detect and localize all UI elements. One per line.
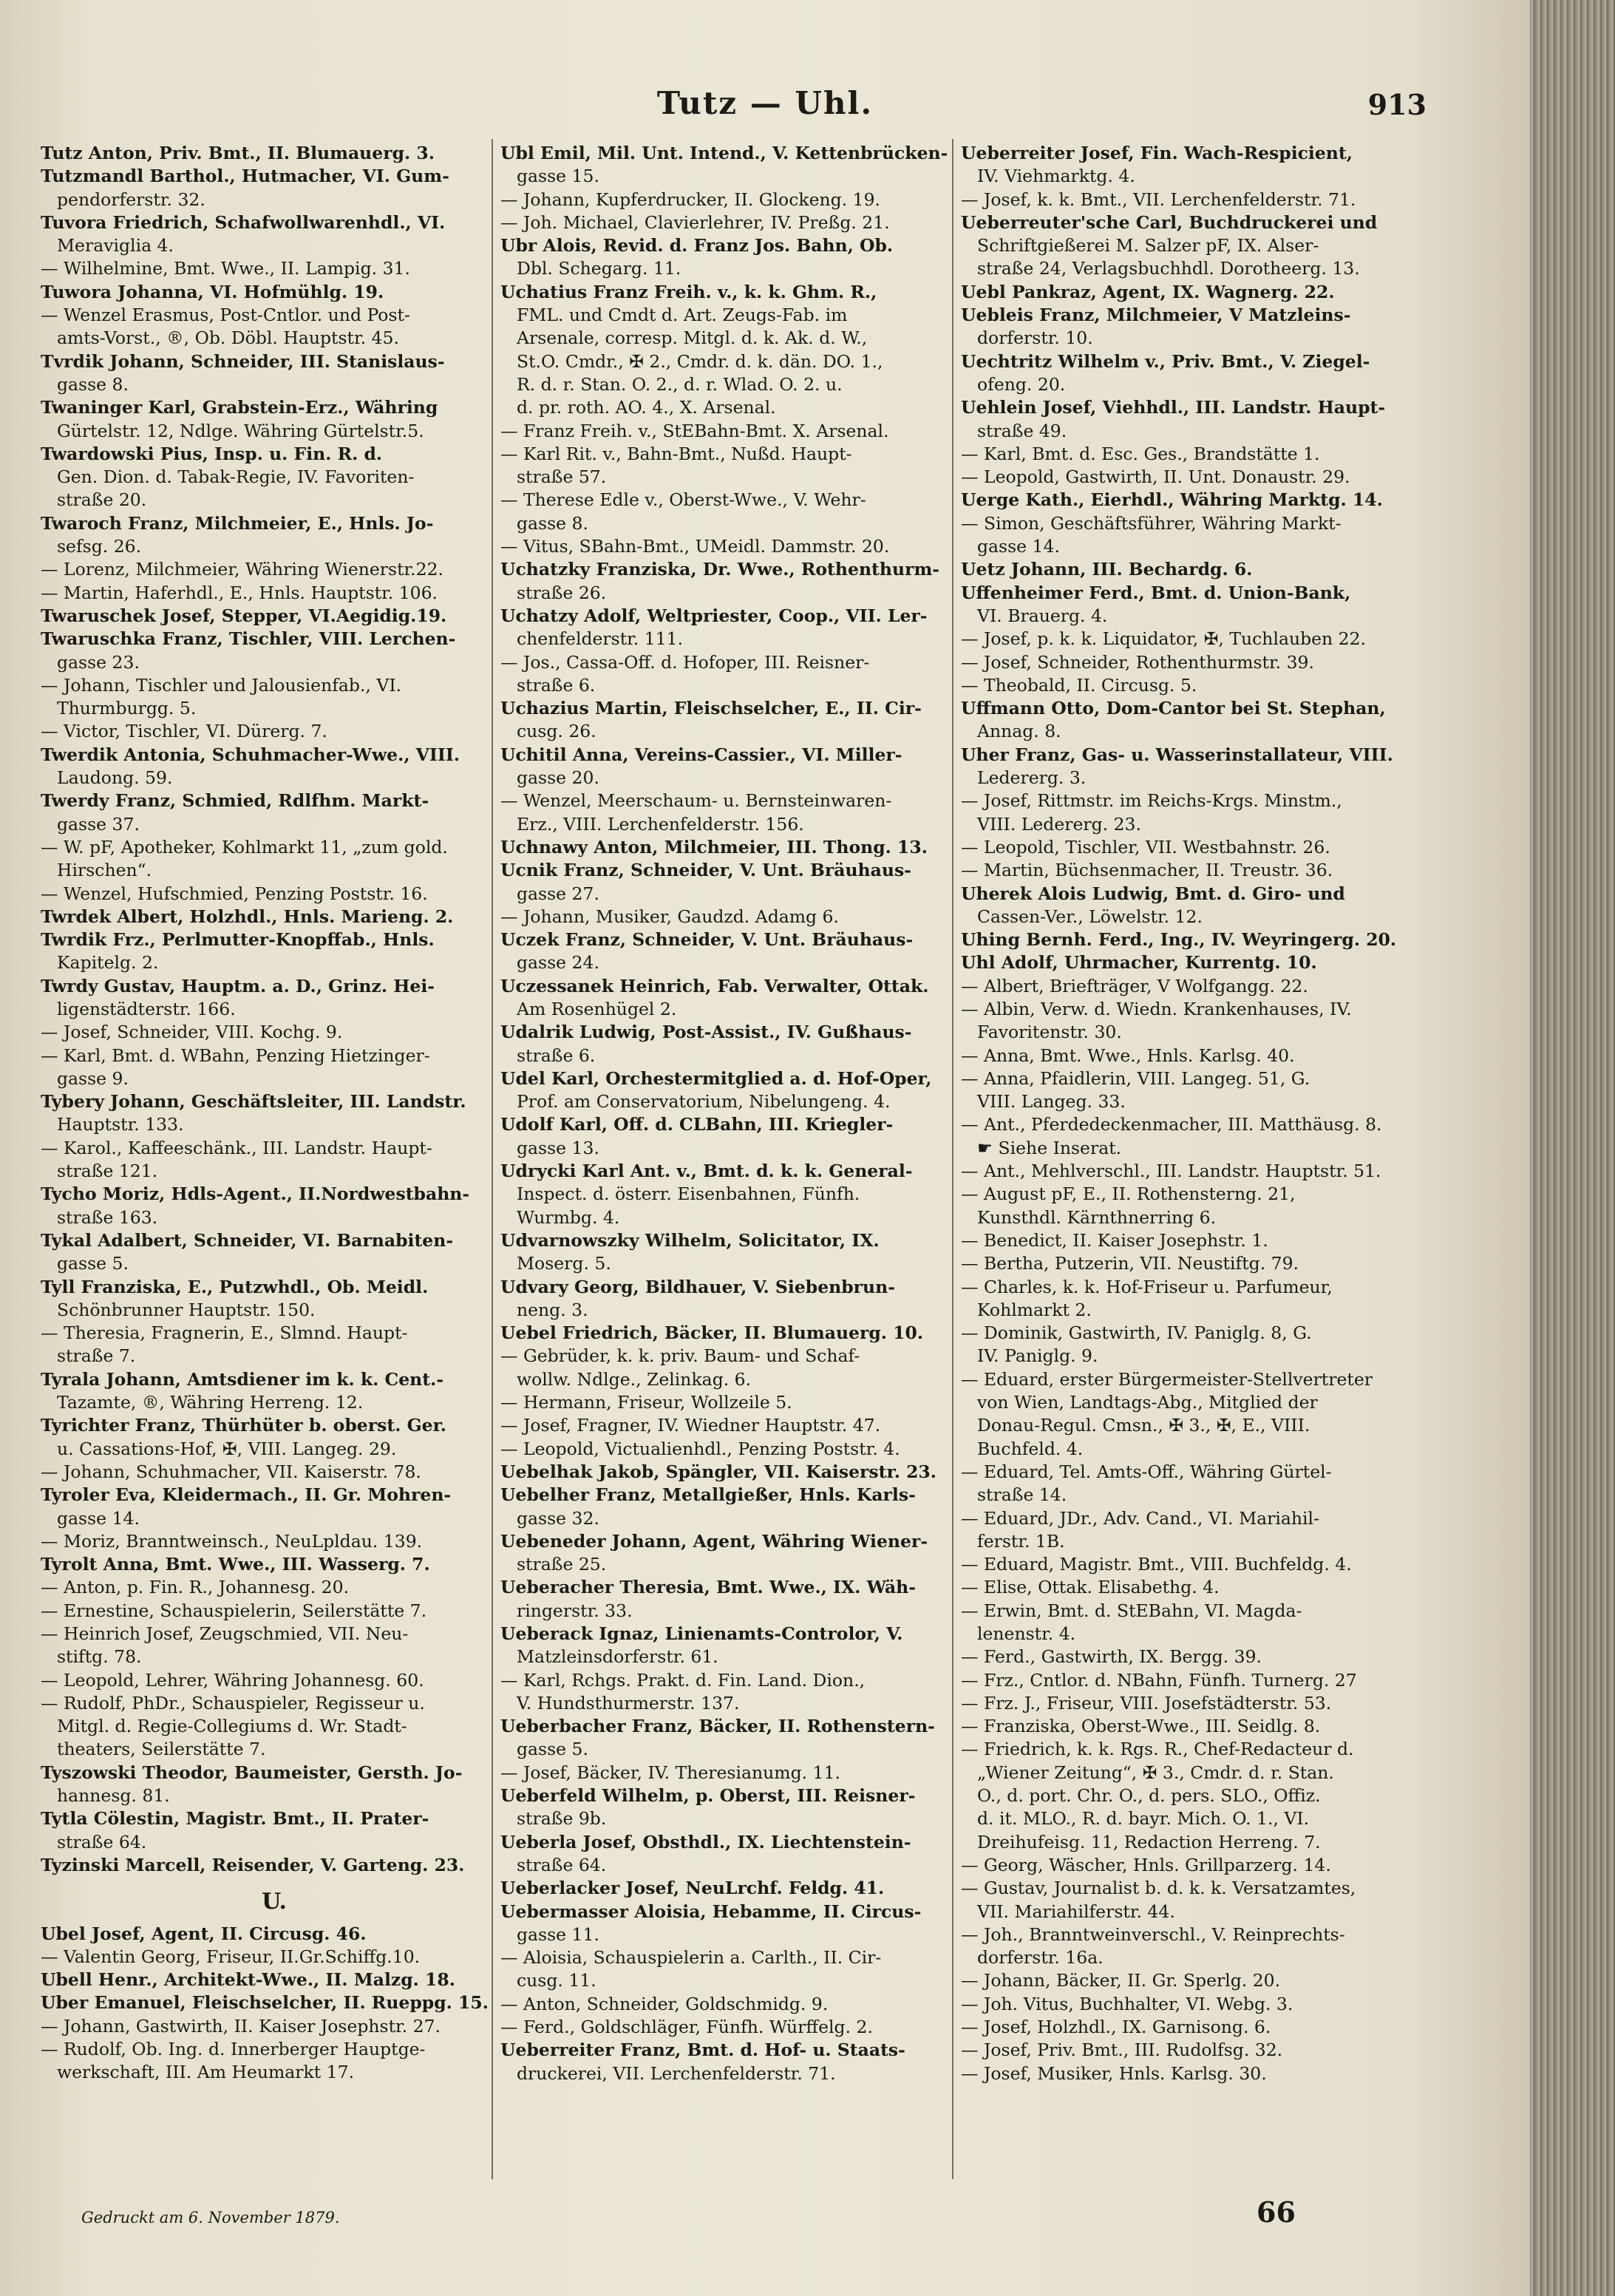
directory-line: — Wilhelmine, Bmt. Wwe., II. Lampig. 31.: [41, 258, 410, 279]
directory-line: Ubell Henr., Architekt-Wwe., II. Malzg. 18.: [41, 1969, 455, 1991]
directory-line: Ueberreuter'sche Carl, Buchdruckerei und: [961, 211, 1378, 233]
directory-line: Tyll Franziska, E., Putzwhdl., Ob. Meidl.: [41, 1276, 429, 1297]
directory-line: — Josef, Bäcker, IV. Theresianumg. 11.: [500, 1762, 840, 1783]
directory-line: Tyrichter Franz, Thürhüter b. oberst. Ger.: [41, 1415, 446, 1436]
directory-line: Moserg. 5.: [517, 1253, 611, 1274]
directory-line: Uebel Friedrich, Bäcker, II. Blumauerg. 10.: [500, 1322, 924, 1344]
directory-line: VI. Brauerg. 4.: [977, 605, 1108, 626]
page-header: [0, 85, 1530, 129]
directory-line: wollw. Ndlge., Zelinkag. 6.: [517, 1368, 752, 1390]
directory-line: Schriftgießerei M. Salzer pF, IX. Alser-: [977, 235, 1319, 257]
directory-line: Ueberreiter Josef, Fin. Wach-Respicient,: [961, 143, 1353, 163]
directory-line: — Leopold, Victualienhdl., Penzing Poststr. 4.: [500, 1438, 900, 1459]
directory-line: Ueberla Josef, Obsthdl., IX. Liechtenstein-: [500, 1831, 911, 1852]
directory-line: — Johann, Bäcker, II. Gr. Sperlg. 20.: [961, 1970, 1281, 1991]
directory-line: straße 20.: [57, 489, 147, 511]
directory-line: — Heinrich Josef, Zeugschmied, VII. Neu-: [41, 1623, 409, 1644]
directory-line: Arsenale, corresp. Mitgl. d. k. Ak. d. W.,: [517, 327, 868, 349]
directory-line: Uffenheimer Ferd., Bmt. d. Union-Bank,: [961, 582, 1351, 603]
directory-line: straße 64.: [57, 1831, 147, 1852]
directory-line: straße 64.: [517, 1854, 607, 1875]
directory-line: Twardowski Pius, Insp. u. Fin. R. d.: [41, 443, 383, 464]
column-1: [41, 142, 508, 2153]
directory-line: Tvrdik Johann, Schneider, III. Stanislaus-: [41, 350, 445, 372]
directory-line: Twrdek Albert, Holzhdl., Hnls. Marieng. 2.: [41, 906, 454, 927]
directory-line: FML. und Cmdt d. Art. Zeugs-Fab. im: [517, 305, 848, 326]
directory-line: chenfelderstr. 111.: [517, 628, 684, 650]
directory-line: Udvarnowszky Wilhelm, Solicitator, IX.: [500, 1229, 880, 1251]
directory-line: Uchatius Franz Freih. v., k. k. Ghm. R.,: [500, 281, 877, 302]
directory-line: — Eduard, erster Bürgermeister-Stellvertreter: [961, 1368, 1373, 1390]
directory-line: d. it. MLO., R. d. bayr. Mich. O. 1., VI.: [977, 1808, 1310, 1830]
directory-line: Uetz Johann, III. Bechardg. 6.: [961, 559, 1253, 580]
directory-line: — Josef, Rittmstr. im Reichs-Krgs. Minstm.,: [961, 790, 1342, 812]
directory-line: — Hermann, Friseur, Wollzeile 5.: [500, 1392, 792, 1413]
directory-line: Twaroch Franz, Milchmeier, E., Hnls. Jo-: [41, 512, 434, 534]
directory-line: — Leopold, Lehrer, Währing Johannesg. 60.: [41, 1669, 424, 1691]
directory-line: Udvary Georg, Bildhauer, V. Siebenbrun-: [500, 1276, 895, 1297]
directory-line: — Anton, Schneider, Goldschmidg. 9.: [500, 1993, 829, 2014]
directory-line: — Vitus, SBahn-Bmt., UMeidl. Dammstr. 20.: [500, 536, 890, 557]
directory-line: lenenstr. 4.: [977, 1623, 1076, 1644]
directory-line: Udolf Karl, Off. d. CLBahn, III. Kriegler-: [500, 1114, 894, 1135]
directory-line: St.O. Cmdr., ✠ 2., Cmdr. d. k. dän. DO. 1.,: [517, 350, 883, 372]
directory-line: straße 163.: [57, 1206, 158, 1228]
directory-line: Ueberbacher Franz, Bäcker, II. Rothenstern-: [500, 1716, 935, 1737]
directory-line: — Anton, p. Fin. R., Johannesg. 20.: [41, 1577, 350, 1598]
directory-line: Uechtritz Wilhelm v., Priv. Bmt., V. Ziegel-: [961, 350, 1370, 372]
directory-line: Mitgl. d. Regie-Collegiums d. Wr. Stadt-: [57, 1716, 407, 1737]
directory-line: — Josef, k. k. Bmt., VII. Lerchenfelderstr. 71.: [961, 188, 1356, 210]
directory-line: cusg. 11.: [517, 1970, 596, 1991]
directory-line: straße 26.: [517, 582, 607, 603]
directory-line: Ubel Josef, Agent, II. Circusg. 46.: [41, 1923, 367, 1944]
directory-line: druckerei, VII. Lerchenfelderstr. 71.: [517, 2062, 836, 2084]
directory-line: — Elise, Ottak. Elisabethg. 4.: [961, 1577, 1220, 1598]
directory-line: Uerge Kath., Eierhdl., Währing Marktg. 14.: [961, 489, 1383, 511]
directory-line: Annag. 8.: [977, 721, 1061, 742]
directory-line: — Lorenz, Milchmeier, Währing Wienerstr.22.: [41, 559, 444, 580]
directory-line: Schönbrunner Hauptstr. 150.: [57, 1299, 316, 1320]
directory-line: gasse 13.: [517, 1137, 599, 1158]
directory-line: — Franz Freih. v., StEBahn-Bmt. X. Arsenal.: [500, 420, 889, 441]
directory-line: — Rudolf, Ob. Ing. d. Innerberger Hauptge-: [41, 2039, 426, 2060]
directory-line: Uczek Franz, Schneider, V. Unt. Bräuhaus-: [500, 929, 914, 951]
directory-line: Uchitil Anna, Vereins-Cassier., VI. Miller-: [500, 744, 902, 765]
directory-line: Uherek Alois Ludwig, Bmt. d. Giro- und: [961, 883, 1345, 904]
directory-line: gasse 8.: [57, 373, 129, 395]
directory-line: gasse 8.: [517, 512, 588, 534]
directory-line: dorferstr. 10.: [977, 327, 1093, 349]
directory-line: Uchnawy Anton, Milchmeier, III. Thong. 13.: [500, 836, 928, 857]
directory-line: — Johann, Tischler und Jalousienfab., VI.: [41, 674, 402, 696]
directory-line: — Eduard, Magistr. Bmt., VIII. Buchfeldg. 4.: [961, 1554, 1352, 1575]
directory-line: — Josef, Musiker, Hnls. Karlsg. 30.: [961, 2062, 1267, 2084]
directory-line: — Johann, Musiker, Gaudzd. Adamg 6.: [500, 906, 839, 927]
directory-line: werkschaft, III. Am Heumarkt 17.: [57, 2062, 355, 2083]
directory-line: — Leopold, Gastwirth, II. Unt. Donaustr. 29.: [961, 466, 1350, 488]
directory-line: Twaruschka Franz, Tischler, VIII. Lerchen-: [41, 628, 456, 650]
directory-line: Inspect. d. österr. Eisenbahnen, Fünfh.: [517, 1183, 860, 1205]
directory-line: Erz., VIII. Lerchenfelderstr. 156.: [517, 813, 804, 835]
directory-line: Dreihufeisg. 11, Redaction Herreng. 7.: [977, 1831, 1321, 1852]
book-page-edge: [1530, 0, 1615, 2296]
directory-line: — Therese Edle v., Oberst-Wwe., V. Wehr-: [500, 489, 866, 511]
directory-line: — Aloisia, Schauspielerin a. Carlth., II. Cir-: [500, 1947, 882, 1969]
directory-line: Uebl Pankraz, Agent, IX. Wagnerg. 22.: [961, 281, 1335, 302]
directory-line: Tycho Moriz, Hdls-Agent., II.Nordwestbahn-: [41, 1183, 470, 1205]
directory-line: gasse 23.: [57, 651, 140, 673]
directory-line: Tyrala Johann, Amtsdiener im k. k. Cent.-: [41, 1368, 444, 1390]
directory-line: — Martin, Büchsenmacher, II. Treustr. 36.: [961, 860, 1333, 881]
directory-line: straße 49.: [977, 420, 1067, 441]
directory-line: Ucnik Franz, Schneider, V. Unt. Bräuhaus-: [500, 860, 911, 881]
directory-line: straße 24, Verlagsbuchhdl. Dorotheerg. 13.: [977, 258, 1360, 279]
directory-line: Uchatzy Adolf, Weltpriester, Coop., VII. Ler-: [500, 605, 928, 626]
directory-line: Kohlmarkt 2.: [977, 1299, 1092, 1320]
directory-line: — Simon, Geschäftsführer, Währing Markt-: [961, 512, 1342, 534]
directory-line: straße 121.: [57, 1161, 158, 1182]
directory-line: Tazamte, ®, Währing Herreng. 12.: [57, 1392, 364, 1413]
directory-line: Prof. am Conservatorium, Nibelungeng. 4.: [517, 1091, 891, 1113]
directory-line: gasse 15.: [517, 166, 599, 187]
directory-line: — Anna, Pfaidlerin, VIII. Langeg. 51, G.: [961, 1067, 1310, 1089]
directory-line: — Johann, Gastwirth, II. Kaiser Josephstr. 27.: [41, 2015, 441, 2037]
directory-line: — Jos., Cassa-Off. d. Hofoper, III. Reisner-: [500, 651, 870, 673]
directory-line: — Ant., Pferdedeckenmacher, III. Matthäusg. 8.: [961, 1114, 1382, 1135]
section-letter: U.: [262, 1889, 287, 1915]
directory-line: Buchfeld. 4.: [977, 1438, 1084, 1459]
directory-line: VIII. Langeg. 33.: [977, 1091, 1126, 1113]
directory-line: — Frz. J., Friseur, VIII. Josefstädterstr. 53.: [961, 1692, 1332, 1713]
directory-line: gasse 24.: [517, 952, 599, 974]
directory-line: Uehlein Josef, Viehhdl., III. Landstr. Haupt-: [961, 397, 1386, 418]
directory-line: Ueberacher Theresia, Bmt. Wwe., IX. Wäh-: [500, 1577, 917, 1598]
directory-line: — Johann, Kupferdrucker, II. Glockeng. 19.: [500, 188, 881, 210]
directory-line: — Wenzel, Hufschmied, Penzing Poststr. 16.: [41, 883, 428, 904]
directory-line: — Josef, Schneider, VIII. Kochg. 9.: [41, 1022, 343, 1043]
directory-line: — Josef, p. k. k. Liquidator, ✠, Tuchlauben 22.: [961, 628, 1367, 650]
directory-line: pendorferstr. 32.: [57, 188, 205, 210]
directory-line: — W. pF, Apotheker, Kohlmarkt 11, „zum gold.: [41, 836, 448, 857]
directory-line: — Johann, Schuhmacher, VII. Kaiserstr. 78.: [41, 1461, 421, 1482]
directory-line: — Franziska, Oberst-Wwe., III. Seidlg. 8.: [961, 1716, 1321, 1737]
directory-line: Twerdy Franz, Schmied, Rdlfhm. Markt-: [41, 790, 429, 812]
directory-line: straße 14.: [977, 1484, 1067, 1506]
directory-line: straße 25.: [517, 1554, 607, 1575]
directory-line: sefsg. 26.: [57, 536, 142, 557]
directory-line: — Bertha, Putzerin, VII. Neustiftg. 79.: [961, 1253, 1299, 1274]
directory-line: Tyzinski Marcell, Reisender, V. Garteng. 23.: [41, 1854, 465, 1875]
directory-line: — Karl Rit. v., Bahn-Bmt., Nußd. Haupt-: [500, 443, 852, 464]
directory-line: ferstr. 1B.: [977, 1530, 1065, 1552]
directory-line: — Charles, k. k. Hof-Friseur u. Parfumeur,: [961, 1276, 1333, 1297]
directory-line: — Karol., Kaffeeschänk., III. Landstr. Haupt-: [41, 1137, 432, 1158]
directory-line: gasse 5.: [517, 1739, 588, 1760]
print-date: Gedruckt am 6. November 1879.: [81, 2209, 340, 2227]
directory-line: straße 6.: [517, 1045, 596, 1066]
directory-line: — Eduard, JDr., Adv. Cand., VI. Mariahil-: [961, 1507, 1320, 1529]
directory-line: — Josef, Priv. Bmt., III. Rudolfsg. 32.: [961, 2039, 1283, 2061]
directory-line: Uhing Bernh. Ferd., Ing., IV. Weyringerg. 20.: [961, 929, 1397, 951]
directory-line: Uber Emanuel, Fleischselcher, II. Rueppg. 15.: [41, 1992, 489, 2014]
directory-line: Tuvora Friedrich, Schafwollwarenhdl., VI.: [41, 211, 446, 233]
directory-line: Tykal Adalbert, Schneider, VI. Barnabiten-: [41, 1229, 454, 1251]
directory-line: Uczessanek Heinrich, Fab. Verwalter, Ottak.: [500, 975, 929, 996]
directory-line: Twaninger Karl, Grabstein-Erz., Währing: [41, 397, 438, 418]
directory-line: Tutzmandl Barthol., Hutmacher, VI. Gum-: [41, 166, 449, 187]
directory-line: Tytla Cölestin, Magistr. Bmt., II. Prater-: [41, 1808, 429, 1830]
directory-line: gasse 14.: [977, 536, 1060, 557]
directory-line: Ueberfeld Wilhelm, p. Oberst, III. Reisner-: [500, 1785, 916, 1807]
directory-line: stiftg. 78.: [57, 1646, 142, 1668]
directory-line: — Karl, Bmt. d. Esc. Ges., Brandstätte 1.: [961, 443, 1320, 464]
directory-line: Uebleis Franz, Milchmeier, V Matzleins-: [961, 305, 1351, 326]
directory-line: gasse 20.: [517, 767, 599, 789]
directory-line: Kunsthdl. Kärnthnerring 6.: [977, 1206, 1217, 1228]
directory-line: — Wenzel, Meerschaum- u. Bernsteinwaren-: [500, 790, 892, 812]
directory-line: Gürtelstr. 12, Ndlge. Währing Gürtelstr.5.: [57, 420, 424, 441]
directory-line: — Joh., Branntweinverschl., V. Reinprechts-: [961, 1923, 1345, 1945]
directory-line: Tybery Johann, Geschäftsleiter, III. Landstr.: [41, 1091, 466, 1113]
directory-line: Cassen-Ver., Löwelstr. 12.: [977, 906, 1203, 927]
directory-line: Tyrolt Anna, Bmt. Wwe., III. Wasserg. 7.: [41, 1554, 430, 1575]
directory-line: Wurmbg. 4.: [517, 1206, 620, 1228]
directory-line: Twrdik Frz., Perlmutter-Knopffab., Hnls.: [41, 929, 435, 951]
directory-line: „Wiener Zeitung“, ✠ 3., Cmdr. d. r. Stan.: [977, 1762, 1334, 1783]
directory-line: — Joh. Vitus, Buchhalter, VI. Webg. 3.: [961, 1993, 1293, 2014]
directory-line: gasse 37.: [57, 813, 140, 835]
directory-line: Uebelhak Jakob, Spängler, VII. Kaiserstr. 23.: [500, 1461, 936, 1482]
directory-line: Twerdik Antonia, Schuhmacher-Wwe., VIII.: [41, 744, 460, 765]
directory-line: — Erwin, Bmt. d. StEBahn, VI. Magda-: [961, 1600, 1302, 1621]
directory-line: — Wenzel Erasmus, Post-Cntlor. und Post-: [41, 305, 410, 326]
column-3: [961, 142, 1434, 2153]
directory-line: gasse 9.: [57, 1067, 129, 1089]
directory-line: Ueberack Ignaz, Linienamts-Controlor, V.: [500, 1623, 903, 1644]
directory-line: gasse 14.: [57, 1507, 140, 1529]
directory-line: gasse 27.: [517, 883, 599, 904]
directory-line: Kapitelg. 2.: [57, 952, 159, 974]
directory-line: dorferstr. 16a.: [977, 1947, 1104, 1969]
directory-line: straße 7.: [57, 1345, 136, 1367]
directory-line: Uebeneder Johann, Agent, Währing Wiener-: [500, 1530, 928, 1552]
directory-line: gasse 32.: [517, 1507, 599, 1529]
directory-line: — Frz., Cntlor. d. NBahn, Fünfh. Turnerg. 27: [961, 1669, 1357, 1691]
directory-line: — Georg, Wäscher, Hnls. Grillparzerg. 14.: [961, 1854, 1331, 1875]
directory-line: cusg. 26.: [517, 721, 596, 742]
directory-line: Uebelher Franz, Metallgießer, Hnls. Karls-: [500, 1484, 916, 1506]
directory-line: — Ferd., Gastwirth, IX. Bergg. 39.: [961, 1646, 1262, 1668]
directory-line: Am Rosenhügel 2.: [517, 998, 677, 1019]
directory-line: — Eduard, Tel. Amts-Off., Währing Gürtel-: [961, 1461, 1332, 1482]
directory-line: Udalrik Ludwig, Post-Assist., IV. Gußhaus-: [500, 1022, 912, 1043]
directory-line: Laudong. 59.: [57, 767, 173, 789]
directory-line: Ueberreiter Franz, Bmt. d. Hof- u. Staats-: [500, 2039, 905, 2061]
directory-line: gasse 5.: [57, 1253, 129, 1274]
directory-line: — Friedrich, k. k. Rgs. R., Chef-Redacteur d.: [961, 1739, 1354, 1760]
directory-line: — Dominik, Gastwirth, IV. Paniglg. 8, G.: [961, 1322, 1312, 1344]
directory-line: Thurmburgg. 5.: [57, 698, 197, 719]
directory-line: straße 6.: [517, 674, 596, 696]
directory-line: — Ferd., Goldschläger, Fünfh. Würffelg. 2.: [500, 2017, 873, 2038]
directory-line: — Theobald, II. Circusg. 5.: [961, 674, 1197, 696]
directory-line: — Gebrüder, k. k. priv. Baum- und Schaf-: [500, 1345, 860, 1367]
directory-line: — August pF, E., II. Rothensterng. 21,: [961, 1183, 1296, 1205]
directory-line: Ubl Emil, Mil. Unt. Intend., V. Kettenbrücken-: [500, 143, 948, 163]
directory-line: Hirschen“.: [57, 860, 152, 881]
directory-line: IV. Viehmarktg. 4.: [977, 166, 1135, 187]
directory-line: — Rudolf, PhDr., Schauspieler, Regisseur u.: [41, 1692, 425, 1713]
directory-line: Twaruschek Josef, Stepper, VI.Aegidig.19.: [41, 605, 447, 626]
directory-line: VIII. Ledererg. 23.: [977, 813, 1141, 835]
directory-line: d. pr. roth. AO. 4., X. Arsenal.: [517, 397, 776, 418]
directory-line: neng. 3.: [517, 1299, 588, 1320]
directory-line: Ueberlacker Josef, NeuLrchf. Feldg. 41.: [500, 1878, 885, 1899]
directory-line: Twrdy Gustav, Hauptm. a. D., Grinz. Hei-: [41, 975, 435, 996]
directory-line: straße 9b.: [517, 1808, 607, 1830]
directory-line: u. Cassations-Hof, ✠, VIII. Langeg. 29.: [57, 1438, 397, 1459]
directory-line: — Karl, Rchgs. Prakt. d. Fin. Land. Dion.,: [500, 1669, 866, 1691]
directory-line: Uchazius Martin, Fleischselcher, E., II. Cir-: [500, 698, 922, 719]
directory-line: VII. Mariahilferstr. 44.: [977, 1901, 1175, 1922]
directory-line: theaters, Seilerstätte 7.: [57, 1739, 266, 1760]
directory-line: — Albert, Briefträger, V Wolfgangg. 22.: [961, 975, 1308, 996]
directory-line: ☛ Siehe Inserat.: [977, 1137, 1122, 1158]
directory-line: Tyszowski Theodor, Baumeister, Gersth. Jo-: [41, 1762, 463, 1783]
directory-line: Udel Karl, Orchestermitglied a. d. Hof-Oper,: [500, 1067, 932, 1089]
directory-line: — Victor, Tischler, VI. Dürerg. 7.: [41, 721, 327, 742]
column-2: [500, 142, 968, 2153]
directory-line: Udrycki Karl Ant. v., Bmt. d. k. k. General-: [500, 1161, 913, 1182]
directory-line: Donau-Regul. Cmsn., ✠ 3., ✠, E., VIII.: [977, 1415, 1310, 1436]
directory-line: Hauptstr. 133.: [57, 1114, 184, 1135]
directory-line: — Leopold, Tischler, VII. Westbahnstr. 26.: [961, 836, 1330, 857]
directory-line: — Gustav, Journalist b. d. k. k. Versatzamtes,: [961, 1878, 1356, 1899]
directory-line: — Albin, Verw. d. Wiedn. Krankenhauses, IV.: [961, 998, 1352, 1019]
directory-line: — Moriz, Branntweinsch., NeuLpldau. 139.: [41, 1530, 423, 1552]
directory-line: — Theresia, Fragnerin, E., Slmnd. Haupt-: [41, 1322, 408, 1344]
directory-line: V. Hundsthurmerstr. 137.: [517, 1692, 740, 1713]
signature-mark: 66: [1257, 2195, 1296, 2229]
directory-line: — Valentin Georg, Friseur, II.Gr.Schiffg.10.: [41, 1946, 421, 1967]
directory-line: Ledererg. 3.: [977, 767, 1087, 789]
directory-line: O., d. port. Chr. O., d. pers. SLO., Offiz.: [977, 1785, 1321, 1807]
directory-line: — Josef, Schneider, Rothenthurmstr. 39.: [961, 651, 1314, 673]
directory-line: — Anna, Bmt. Wwe., Hnls. Karlsg. 40.: [961, 1045, 1295, 1066]
directory-line: Meraviglia 4.: [57, 235, 174, 257]
directory-line: — Josef, Fragner, IV. Wiedner Hauptstr. 47.: [500, 1415, 881, 1436]
directory-line: gasse 11.: [517, 1923, 599, 1945]
directory-line: Uhl Adolf, Uhrmacher, Kurrentg. 10.: [961, 952, 1317, 974]
directory-line: Dbl. Schegarg. 11.: [517, 258, 681, 279]
directory-line: Favoritenstr. 30.: [977, 1022, 1122, 1043]
directory-line: Gen. Dion. d. Tabak-Regie, IV. Favoriten-: [57, 466, 415, 488]
directory-line: Tuwora Johanna, VI. Hofmühlg. 19.: [41, 281, 384, 302]
directory-line: — Benedict, II. Kaiser Josephstr. 1.: [961, 1229, 1268, 1251]
directory-line: Uher Franz, Gas- u. Wasserinstallateur, VIII.: [961, 744, 1393, 765]
directory-line: von Wien, Landtags-Abg., Mitglied der: [977, 1392, 1318, 1413]
directory-line: ringerstr. 33.: [517, 1600, 633, 1621]
page-number: 913: [1367, 88, 1427, 121]
directory-line: Tutz Anton, Priv. Bmt., II. Blumauerg. 3.: [41, 143, 435, 163]
directory-line: IV. Paniglg. 9.: [977, 1345, 1098, 1367]
running-title: Tutz — Uhl.: [656, 85, 874, 121]
directory-line: Ubr Alois, Revid. d. Franz Jos. Bahn, Ob.: [500, 235, 894, 257]
directory-line: Tyroler Eva, Kleidermach., II. Gr. Mohren-: [41, 1484, 452, 1506]
directory-line: Uffmann Otto, Dom-Cantor bei St. Stephan,: [961, 698, 1386, 719]
directory-line: hannesg. 81.: [57, 1785, 170, 1807]
directory-line: — Ernestine, Schauspielerin, Seilerstätte 7.: [41, 1600, 427, 1621]
directory-line: Uchatzky Franziska, Dr. Wwe., Rothenthurm-: [500, 559, 940, 580]
directory-line: straße 57.: [517, 466, 607, 488]
directory-line: Uebermasser Aloisia, Hebamme, II. Circus-: [500, 1901, 922, 1922]
directory-line: — Josef, Holzhdl., IX. Garnisong. 6.: [961, 2017, 1271, 2038]
directory-line: — Joh. Michael, Clavierlehrer, IV. Preßg. 21.: [500, 211, 890, 233]
directory-line: — Ant., Mehlverschl., III. Landstr. Hauptstr. 51.: [961, 1161, 1381, 1182]
directory-line: Matzleinsdorferstr. 61.: [517, 1646, 718, 1668]
directory-line: ofeng. 20.: [977, 373, 1066, 395]
directory-line: ligenstädterstr. 166.: [57, 998, 236, 1019]
directory-line: — Karl, Bmt. d. WBahn, Penzing Hietzinger-: [41, 1045, 430, 1066]
directory-line: — Martin, Haferhdl., E., Hnls. Hauptstr. 106.: [41, 582, 438, 603]
directory-line: amts-Vorst., ®, Ob. Döbl. Hauptstr. 45.: [57, 327, 399, 349]
directory-line: R. d. r. Stan. O. 2., d. r. Wlad. O. 2. u.: [517, 373, 843, 395]
